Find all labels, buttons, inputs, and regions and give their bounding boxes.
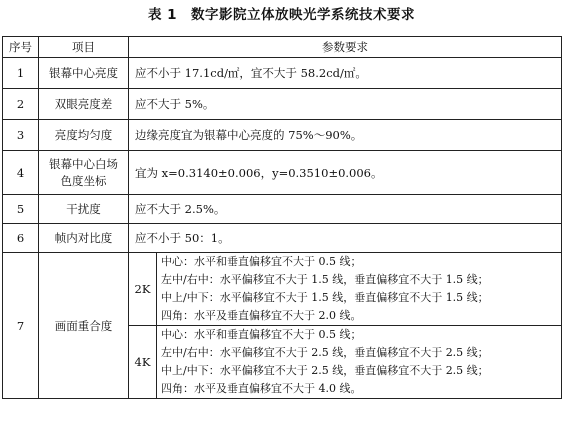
row-item: 干扰度 bbox=[39, 195, 129, 224]
overlap-line: 四角：水平及垂直偏移宜不大于 2.0 线。 bbox=[157, 307, 562, 326]
header-no: 序号 bbox=[3, 37, 39, 58]
table-row bbox=[3, 224, 562, 253]
table-row bbox=[3, 89, 562, 120]
row-requirement: 应不小于 50：1。 bbox=[129, 224, 562, 253]
row-item: 银幕中心白场色度坐标 bbox=[39, 151, 129, 195]
row-no: 3 bbox=[3, 120, 39, 151]
table-row bbox=[3, 151, 562, 195]
row-no: 1 bbox=[3, 58, 39, 89]
table-caption: 表 1 数字影院立体放映光学系统技术要求 bbox=[147, 7, 416, 23]
row-no: 2 bbox=[3, 89, 39, 120]
overlap-line: 中心：水平和垂直偏移宜不大于 0.5 线； bbox=[157, 326, 562, 345]
row-item: 银幕中心亮度 bbox=[39, 58, 129, 89]
group-label-2k: 2K bbox=[129, 253, 157, 326]
row-item: 亮度均匀度 bbox=[39, 120, 129, 151]
overlap-line: 中心：水平和垂直偏移宜不大于 0.5 线； bbox=[157, 253, 562, 272]
overlap-line: 中上/中下：水平偏移宜不大于 1.5 线，垂直偏移宜不大于 1.5 线； bbox=[157, 289, 562, 307]
row-no: 7 bbox=[3, 253, 39, 399]
row-requirement: 应不大于 5%。 bbox=[129, 89, 562, 120]
table-header-row bbox=[3, 37, 562, 58]
row-requirement: 边缘亮度宜为银幕中心亮度的 75%～90%。 bbox=[129, 120, 562, 151]
row-requirement: 宜为 x=0.3140±0.006，y=0.3510±0.006。 bbox=[129, 151, 562, 195]
overlap-line: 左中/右中：水平偏移宜不大于 1.5 线，垂直偏移宜不大于 1.5 线； bbox=[157, 271, 562, 289]
overlap-line: 左中/右中：水平偏移宜不大于 2.5 线，垂直偏移宜不大于 2.5 线； bbox=[157, 344, 562, 362]
table-row bbox=[3, 195, 562, 224]
row-no: 5 bbox=[3, 195, 39, 224]
header-requirement: 参数要求 bbox=[129, 37, 562, 58]
overlap-line: 四角：水平及垂直偏移宜不大于 4.0 线。 bbox=[157, 380, 562, 399]
row-no: 6 bbox=[3, 224, 39, 253]
row-requirement: 应不大于 2.5%。 bbox=[129, 195, 562, 224]
row-item: 画面重合度 bbox=[39, 253, 129, 399]
header-item: 项目 bbox=[39, 37, 129, 58]
table-row bbox=[3, 120, 562, 151]
specs-table bbox=[2, 36, 562, 399]
row-item: 双眼亮度差 bbox=[39, 89, 129, 120]
group-label-4k: 4K bbox=[129, 326, 157, 399]
overlap-line: 中上/中下：水平偏移宜不大于 2.5 线，垂直偏移宜不大于 2.5 线； bbox=[157, 362, 562, 380]
table-row bbox=[3, 58, 562, 89]
row-no: 4 bbox=[3, 151, 39, 195]
row-item: 帧内对比度 bbox=[39, 224, 129, 253]
table-row bbox=[3, 253, 562, 272]
row-requirement: 应不小于 17.1cd/㎡，宜不大于 58.2cd/㎡。 bbox=[129, 58, 562, 89]
